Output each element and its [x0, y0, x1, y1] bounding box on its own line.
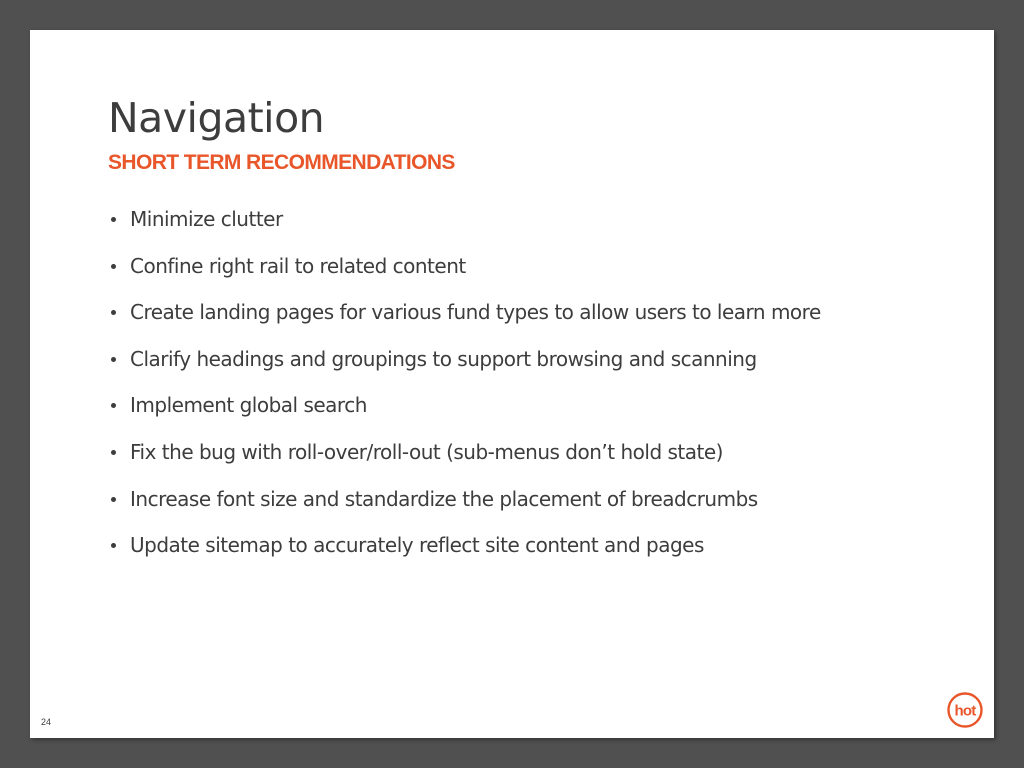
slide-subtitle: SHORT TERM RECOMMENDATIONS [108, 151, 455, 174]
bullet-icon [111, 217, 116, 222]
logo-text: hot [954, 702, 976, 720]
slide-title: Navigation [108, 94, 325, 142]
bullet-list [108, 205, 821, 578]
hot-logo-icon [946, 691, 984, 729]
bullet-text: Confine right rail to related content [130, 253, 466, 278]
bullet-item [108, 345, 821, 392]
bullet-item [108, 438, 821, 485]
bullet-item [108, 252, 821, 299]
bullet-item [108, 531, 821, 578]
bullet-item [108, 485, 821, 532]
bullet-icon [111, 450, 116, 455]
bullet-icon [111, 543, 116, 548]
bullet-text: Minimize clutter [130, 207, 283, 231]
bullet-item [108, 391, 821, 438]
bullet-text: Implement global search [130, 393, 367, 418]
bullet-text: Create landing pages for various fund types to allow users to learn more [130, 300, 821, 325]
slide [30, 30, 994, 738]
bullet-icon [111, 497, 116, 502]
bullet-icon [111, 403, 116, 408]
bullet-icon [111, 264, 116, 269]
bullet-text: Update sitemap to accurately reflect site content and pages [130, 533, 704, 558]
bullet-icon [111, 310, 116, 315]
bullet-icon [111, 357, 116, 362]
bullet-text: Fix the bug with roll-over/roll-out (sub-menus don’t hold state) [130, 439, 723, 464]
bullet-item [108, 205, 821, 252]
bullet-item [108, 298, 821, 345]
bullet-text: Clarify headings and groupings to support browsing and scanning [130, 346, 757, 371]
page-number: 24 [41, 717, 52, 727]
bullet-text: Increase font size and standardize the placement of breadcrumbs [130, 486, 758, 511]
